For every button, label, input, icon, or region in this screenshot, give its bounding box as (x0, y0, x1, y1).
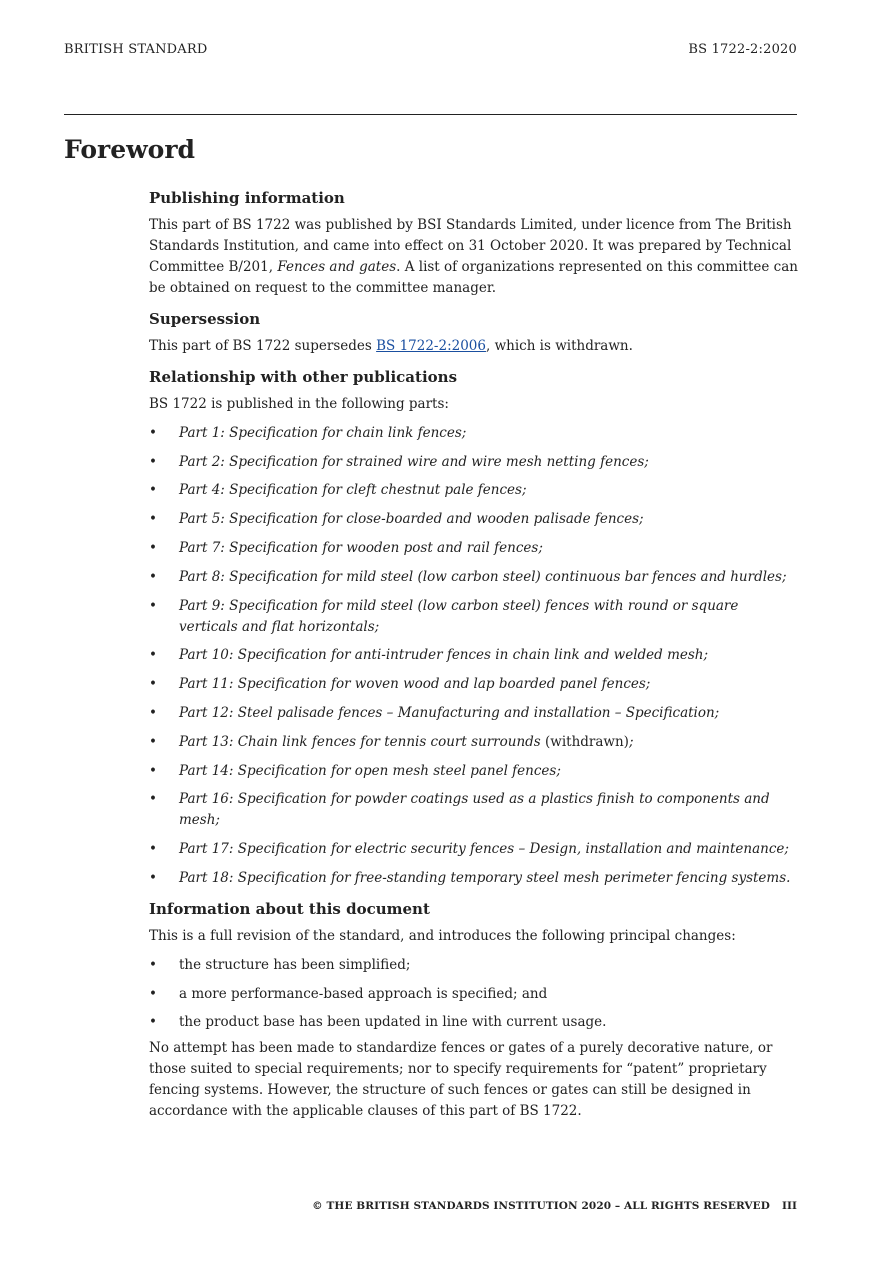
bullet: • (149, 539, 157, 556)
bullet: • (149, 841, 157, 858)
bullet: • (149, 791, 157, 808)
superseded-standard-link[interactable]: BS 1722-2:2006 (376, 338, 486, 354)
publishing-paragraph: This part of BS 1722 was published by BSI Standards Limited, under licence from The British Standards Institution, and came into effect on 31 October 2020. It was prepared by Technical Committee B/201, Fences and gates. A list of organizations represented on this committee can be obtained on request to the committee manager. (149, 217, 798, 296)
list-item: • Part 11: Specification for woven wood and lap boarded panel fences; (149, 674, 799, 695)
bullet: • (149, 762, 157, 779)
bullet: • (149, 453, 157, 470)
bullet: • (149, 511, 157, 528)
bullet: • (149, 568, 157, 585)
list-item: • Part 13: Chain link fences for tennis court surrounds (withdrawn); (149, 732, 799, 753)
bullet: • (149, 424, 157, 441)
relationship-heading: Relationship with other publications (149, 368, 458, 386)
list-item: • Part 9: Specification for mild steel (low carbon steel) fences with round or square verticals and flat horizontals; (149, 597, 739, 635)
changes-list (149, 955, 799, 1034)
bullet: • (149, 482, 157, 499)
info-heading: Information about this document (149, 899, 430, 918)
list-item: • a more performance-based approach is specified; and (149, 984, 799, 1005)
foreword-content (149, 186, 799, 1122)
page-footer (312, 1200, 797, 1212)
bullet: • (149, 733, 157, 750)
list-item: • Part 5: Specification for close-boarded and wooden palisade fences; (149, 509, 799, 530)
list-item: • Part 14: Specification for open mesh steel panel fences; (149, 761, 799, 782)
running-header (64, 42, 797, 57)
list-item: • Part 16: Specification for powder coatings used as a plastics finish to components and mesh; (149, 791, 770, 829)
committee-name: Fences and gates (277, 259, 397, 275)
list-item: • Part 7: Specification for wooden post and rail fences; (149, 538, 799, 559)
bullet: • (149, 597, 157, 614)
info-intro: This is a full revision of the standard, and introduces the following principal changes: (149, 927, 736, 944)
bullet: • (149, 676, 157, 693)
page-title: Foreword (64, 135, 195, 164)
page-number: III (781, 1200, 797, 1212)
bullet: • (149, 956, 157, 973)
list-item: • the structure has been simplified; (149, 955, 799, 976)
list-item: • Part 18: Specification for free-standing temporary steel mesh perimeter fencing systems. (149, 868, 799, 889)
bullet: • (149, 869, 157, 886)
publishing-heading: Publishing information (149, 189, 345, 207)
header-rule (64, 114, 797, 115)
parts-list (149, 423, 799, 889)
list-item: • Part 17: Specification for electric security fences – Design, installation and maintenance; (149, 839, 799, 860)
info-closing: No attempt has been made to standardize fences or gates of a purely decorative nature, or those suited to special requirements; nor to specify requirements for “patent” proprietary fencing systems. However, the structure of such fences or gates can still be designed in accordance with the applicable clauses of this part of BS 1722. (149, 1040, 773, 1120)
bullet: • (149, 1014, 157, 1031)
list-item: • Part 12: Steel palisade fences – Manufacturing and installation – Specification; (149, 703, 799, 724)
list-item: • Part 8: Specification for mild steel (low carbon steel) continuous bar fences and hurdles; (149, 567, 799, 588)
header-left: BRITISH STANDARD (64, 42, 208, 57)
bullet: • (149, 704, 157, 721)
list-item: • Part 4: Specification for cleft chestnut pale fences; (149, 480, 799, 501)
list-item: • Part 10: Specification for anti-intruder fences in chain link and welded mesh; (149, 645, 799, 666)
header-right: BS 1722-2:2020 (688, 42, 797, 57)
list-item: • Part 1: Specification for chain link fences; (149, 423, 799, 444)
supersession-heading: Supersession (149, 310, 261, 328)
bullet: • (149, 647, 157, 664)
bullet: • (149, 985, 157, 1002)
list-item: • Part 2: Specification for strained wire and wire mesh netting fences; (149, 452, 799, 473)
list-item: • the product base has been updated in line with current usage. (149, 1012, 799, 1033)
supersession-paragraph: This part of BS 1722 supersedes BS 1722-2:2006, which is withdrawn. (149, 338, 633, 354)
copyright-notice: © THE BRITISH STANDARDS INSTITUTION 2020 – ALL RIGHTS RESERVED (312, 1200, 770, 1212)
relationship-intro: BS 1722 is published in the following parts: (149, 396, 449, 412)
